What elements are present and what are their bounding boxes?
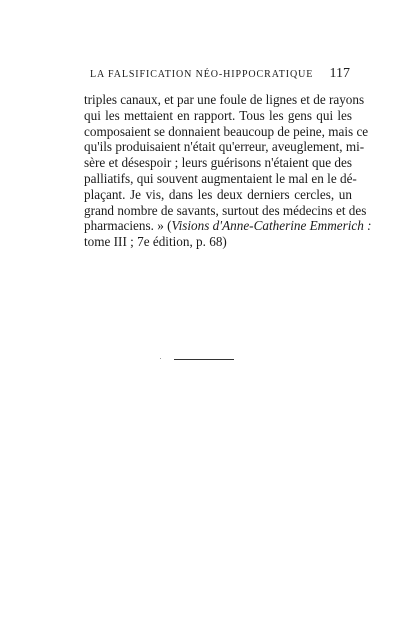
citation-line xyxy=(84,218,372,234)
citation-prefix: pharmaciens. » ( xyxy=(84,218,172,234)
running-header xyxy=(84,66,350,84)
text-line: sère et désespoir ; leurs guérisons n'étaient que des xyxy=(84,155,352,171)
section-separator-rule xyxy=(174,359,234,360)
text-line: qui les mettaient en rapport. Tous les gens qui les xyxy=(84,107,352,123)
text-line: grand nombre de savants, surtout des médecins et des xyxy=(84,202,367,218)
print-speck xyxy=(160,358,161,359)
text-line: palliatifs, qui souvent augmentaient le mal en le dé- xyxy=(84,170,357,186)
page-number: 117 xyxy=(329,66,350,81)
text-line: plaçant. Je vis, dans les deux derniers cercles, un xyxy=(84,186,352,202)
citation-reference: tome III ; 7e édition, p. 68) xyxy=(84,234,227,250)
running-title: LA FALSIFICATION NÉO-HIPPOCRATIQUE xyxy=(90,69,314,80)
body-paragraph xyxy=(84,92,372,250)
text-line: qu'ils produisaient n'était qu'erreur, aveuglement, mi- xyxy=(84,139,365,155)
text-line: composaient se donnaient beaucoup de peine, mais ce xyxy=(84,123,369,139)
text-line: triples canaux, et par une foule de lignes et de rayons xyxy=(84,92,365,107)
citation-title: Visions d'Anne-Catherine Emmerich : xyxy=(171,218,372,234)
